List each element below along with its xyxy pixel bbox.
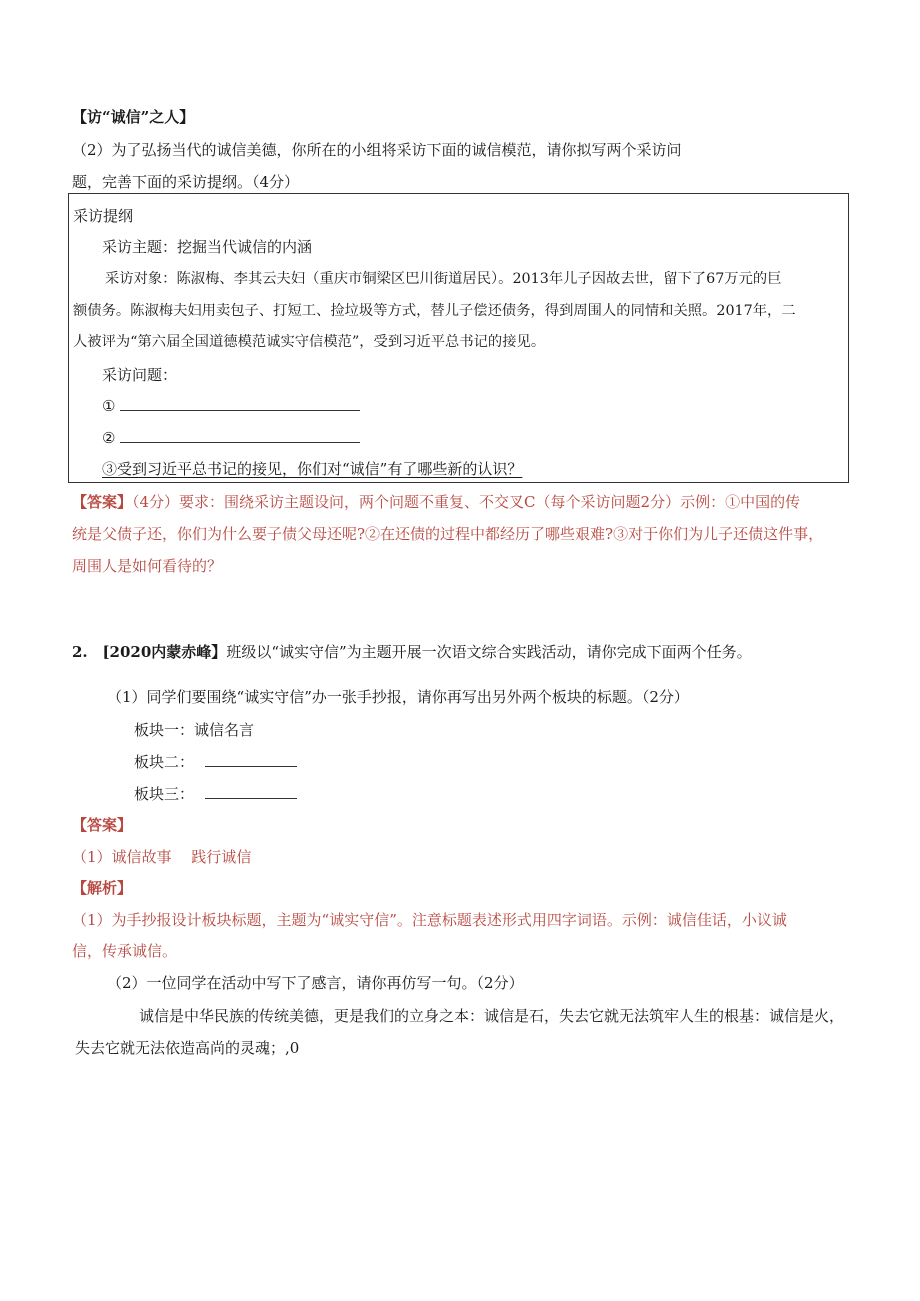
outline-questions-label: 采访问题： [102, 366, 178, 384]
block-label: 板块三： [134, 785, 195, 803]
answer-blank[interactable] [205, 752, 297, 767]
question-marker: ② [102, 429, 116, 447]
block-1: 板块一：诚信名言 [134, 721, 255, 739]
question-source: [2020内蒙赤峰】 [102, 643, 227, 661]
answer-text: （1）诚信故事 践行诚信 [72, 848, 252, 866]
answer-tag: 【答案】 [72, 816, 133, 834]
task-2: （2）一位同学在活动中写下了感言，请你再仿写一句。（2分） [107, 974, 524, 992]
question-intro: 班级以“诚实守信”为主题开展一次语文综合实践活动，请你完成下面两个任务。 [226, 643, 752, 661]
question-text: 题，完善下面的采访提纲。（4分） [72, 173, 300, 191]
task-1: （1）同学们要围绕“诚实守信”办一张手抄报，请你再写出另外两个板块的标题。（2分） [107, 688, 689, 706]
outline-subject: 采访对象：陈淑梅、李其云夫妇（重庆市铜梁区巴川街道居民）。2013年儿子因故去世，留下了67万元的巨 [105, 271, 782, 287]
answer-block [72, 492, 800, 512]
quote-text: 诚信是中华民族的传统美德，更是我们的立身之本：诚信是石，失去它就无法筑牢人生的根基：诚信是火， [139, 1007, 845, 1025]
answer-tag: 【答案】 [72, 493, 133, 511]
question-marker: ① [102, 397, 116, 415]
block-2 [134, 752, 297, 772]
block-3 [134, 784, 297, 804]
question-item-2 [102, 428, 360, 448]
section-heading: 【访“诚信”之人】 [72, 108, 195, 126]
interview-outline-box [68, 193, 849, 483]
outline-subject: 额债务。陈淑梅夫妇用卖包子、打短工、捡垃圾等方式，替儿子偿还债务，得到周围人的同情和关照。2017年，二 [73, 303, 796, 319]
answer-blank[interactable] [120, 396, 360, 411]
question-item-3: ③受到习近平总书记的接见，你们对“诚信”有了哪些新的认识？ [102, 460, 523, 478]
block-label: 板块二： [134, 753, 195, 771]
quote-text: 失去它就无法依造高尚的灵魂；,0 [75, 1039, 300, 1057]
question-item-1 [102, 396, 360, 416]
outline-subject: 人被评为“第六届全国道德模范诚实守信模范”，受到习近平总书记的接见。 [73, 334, 546, 350]
analysis-text: 信，传承诚信。 [72, 942, 178, 960]
answer-blank[interactable] [205, 784, 297, 799]
answer-blank[interactable] [120, 428, 360, 443]
question-2-header [72, 642, 752, 662]
answer-text: 周围人是如何看待的？ [72, 557, 223, 575]
question-number: 2. [72, 643, 88, 661]
outline-theme: 采访主题：挖掘当代诚信的内涵 [102, 238, 313, 256]
outline-title: 采访提纲 [73, 207, 134, 225]
answer-text: （4分）要求：围绕采访主题设问，两个问题不重复、不交叉C（每个采访问题2分）示例：①中国的传 [132, 493, 801, 511]
analysis-text: （1）为手抄报设计板块标题，主题为“诚实守信”。注意标题表述形式用四字词语。示例：诚信佳话，小议诚 [72, 911, 787, 929]
answer-text: 统是父债子还，你们为什么要子债父母还呢?②在还债的过程中都经历了哪些艰难?③对于你们为儿子还债这件事， [72, 525, 824, 543]
question-text: （2）为了弘扬当代的诚信美德，你所在的小组将采访下面的诚信模范，请你拟写两个采访问 [72, 141, 682, 159]
analysis-tag: 【解析】 [72, 879, 133, 897]
